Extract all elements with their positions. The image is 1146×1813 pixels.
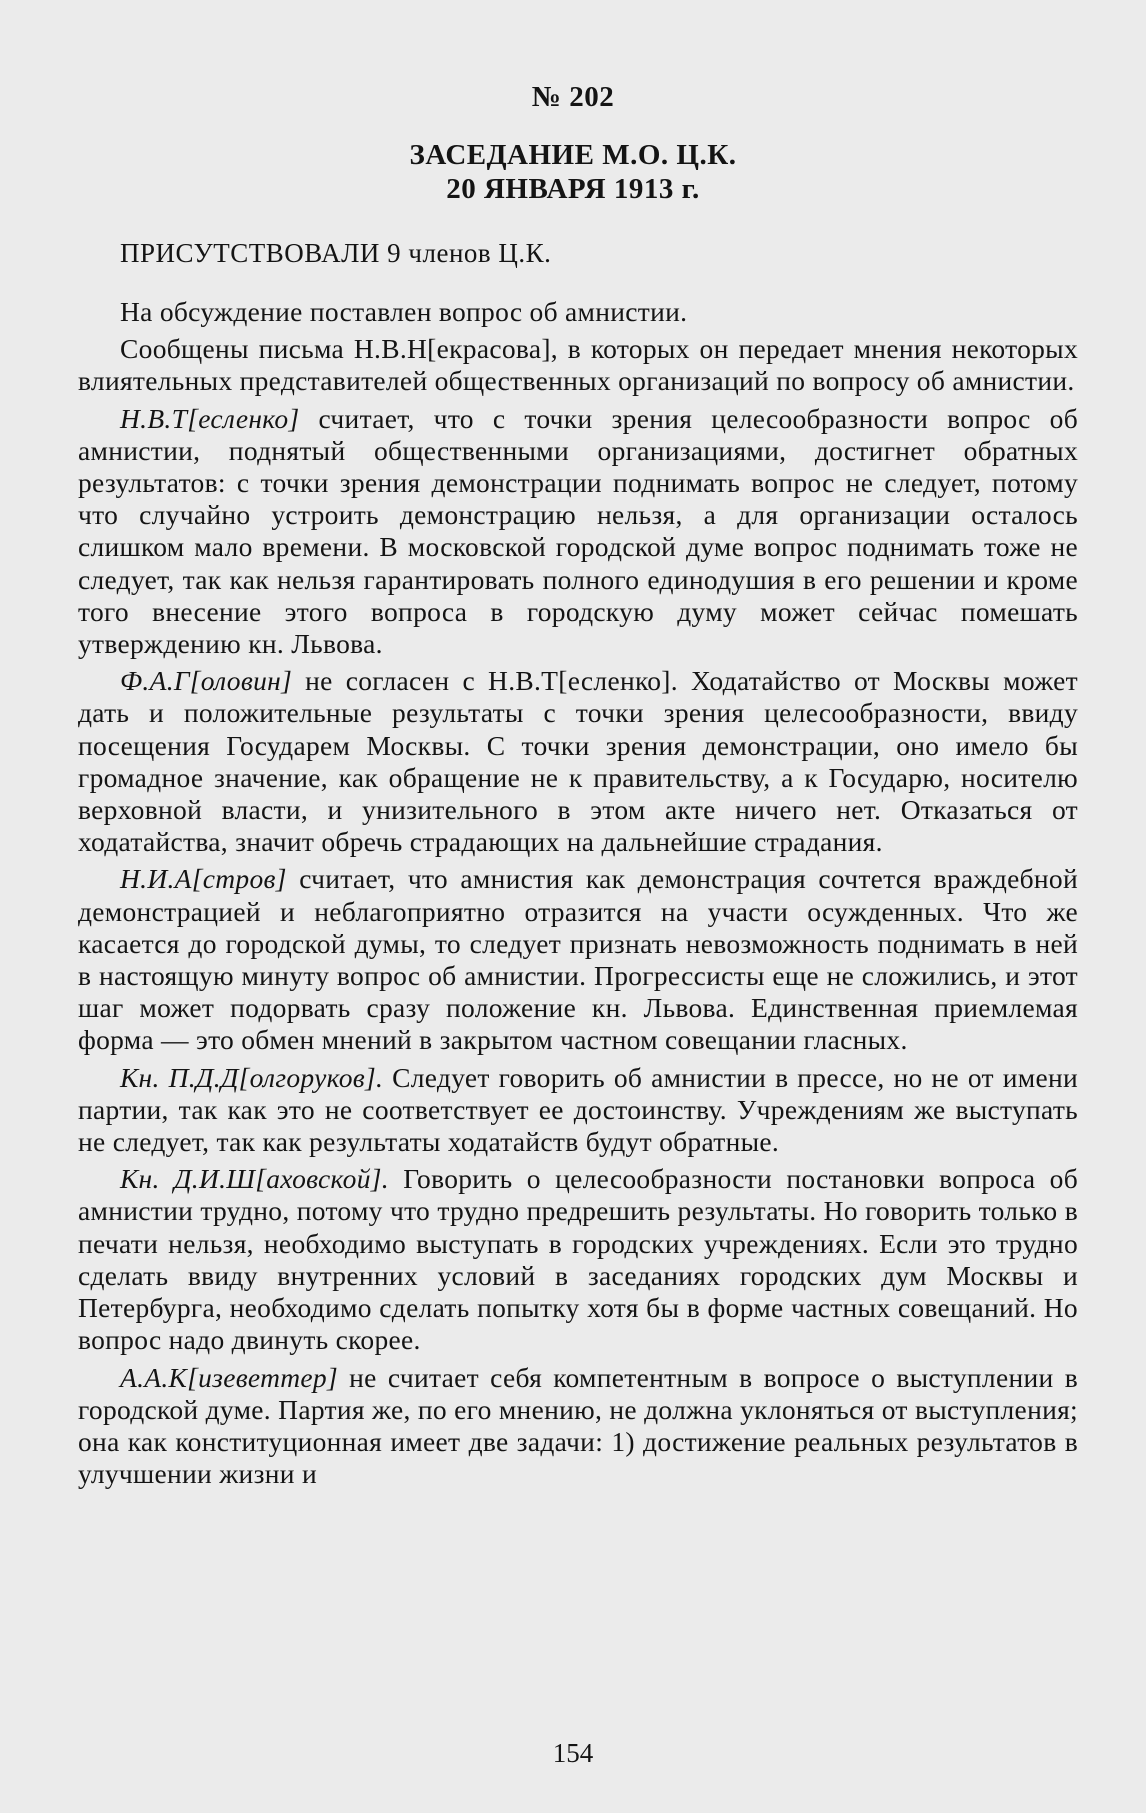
speaker-name: А.А.К[изеветтер] bbox=[120, 1361, 338, 1393]
speaker-name: Кн. Д.И.Ш[аховской]. bbox=[120, 1163, 389, 1195]
page-number: 154 bbox=[552, 1738, 594, 1768]
paragraph-kizevetter bbox=[78, 1362, 1078, 1491]
paragraph-dolgorukov bbox=[78, 1062, 1078, 1159]
paragraph-letters: Сообщены письма Н.В.Н[екрасова], в которых он передает мнения некоторых влиятельных представителей общественных организаций по вопросу об амнистии. bbox=[78, 333, 1078, 397]
paragraph-teslenko bbox=[78, 403, 1078, 661]
speaker-name: Н.В.Т[есленко] bbox=[120, 402, 300, 434]
attendance-line: ПРИСУТСТВОВАЛИ 9 членов Ц.К. bbox=[120, 238, 552, 268]
minutes-body bbox=[78, 296, 1078, 1495]
speech-text: Следует говорить об амнистии в прессе, но не от имени партии, так как это не соответствует ее достоинству. Учреждениям же выступать не следует, так как результаты ходатайств будут обратные. bbox=[78, 1061, 1079, 1158]
speaker-name: Кн. П.Д.Д[олгоруков]. bbox=[120, 1061, 384, 1093]
speech-text: считает, что амнистия как демонстрация сочтется враждебной демонстрацией и неблагоприятно отразится на участи осужденных. Что же касается до городской думы, то следует признать невозможность поднимать в ней в настоящую минуту вопрос об амнистии. Прогрессисты еще не сложились, и этот шаг может подорвать сразу положение кн. Львова. Единственная приемлемая форма — это обмен мнений в закрытом частном совещании гласных. bbox=[78, 863, 1078, 1056]
paragraph-golovin bbox=[78, 665, 1078, 858]
paragraph-shakhovskoy bbox=[78, 1163, 1078, 1356]
speech-text: не считает себя компетентным в вопросе о выступлении в городской думе. Партия же, по его мнению, не должна уклоняться от выступления; она как конституционная имеет две задачи: 1) достижение реальных результатов в улучшении жизни и bbox=[78, 1361, 1078, 1490]
speech-text: Говорить о целесообразности постановки вопроса об амнистии трудно, потому что трудно предрешить результаты. Но говорить только в печати нельзя, необходимо выступать в городских учреждениях. Если это трудно сделать ввиду внутренних условий в заседаниях городских дум Москвы и Петербурга, необходимо сделать попытку хотя бы в форме частных совещаний. Но вопрос надо двинуть скорее. bbox=[78, 1163, 1078, 1356]
document-number: № 202 bbox=[531, 81, 615, 113]
speech-text: считает, что с точки зрения целесообразности вопрос об амнистии, поднятый общественными организациями, достигнет обратных результатов: с точки зрения демонстрации поднимать вопрос не следует, потому что случайно устроить демонстрацию нельзя, а для организации осталось слишком мало времени. В московской городской думе вопрос поднимать тоже не следует, так как нельзя гарантировать полного единодушия в его решении и кроме того внесение этого вопроса в городскую думу может сейчас помешать утверждению кн. Львова. bbox=[78, 402, 1078, 660]
speaker-name: Ф.А.Г[оловин] bbox=[120, 665, 293, 697]
paragraph-astrov bbox=[78, 863, 1078, 1056]
paragraph-agenda: На обсуждение поставлен вопрос об амнистии. bbox=[120, 296, 688, 327]
speech-text: не согласен с Н.В.Т[есленко]. Ходатайство от Москвы может дать и положительные результаты с точки зрения целесообразности, ввиду посещения Государем Москвы. С точки зрения демонстрации, оно имело бы громадное значение, как обращение не к правительству, а к Государю, носителю верховной власти, и унизительного в этом акте ничего нет. Отказаться от ходатайства, значит обречь страдающих на дальнейшие страдания. bbox=[78, 665, 1078, 858]
speaker-name: Н.И.А[стров] bbox=[120, 863, 287, 895]
meeting-date: 20 ЯНВАРЯ 1913 г. bbox=[446, 173, 700, 205]
meeting-title: ЗАСЕДАНИЕ М.О. Ц.К. bbox=[409, 139, 737, 171]
